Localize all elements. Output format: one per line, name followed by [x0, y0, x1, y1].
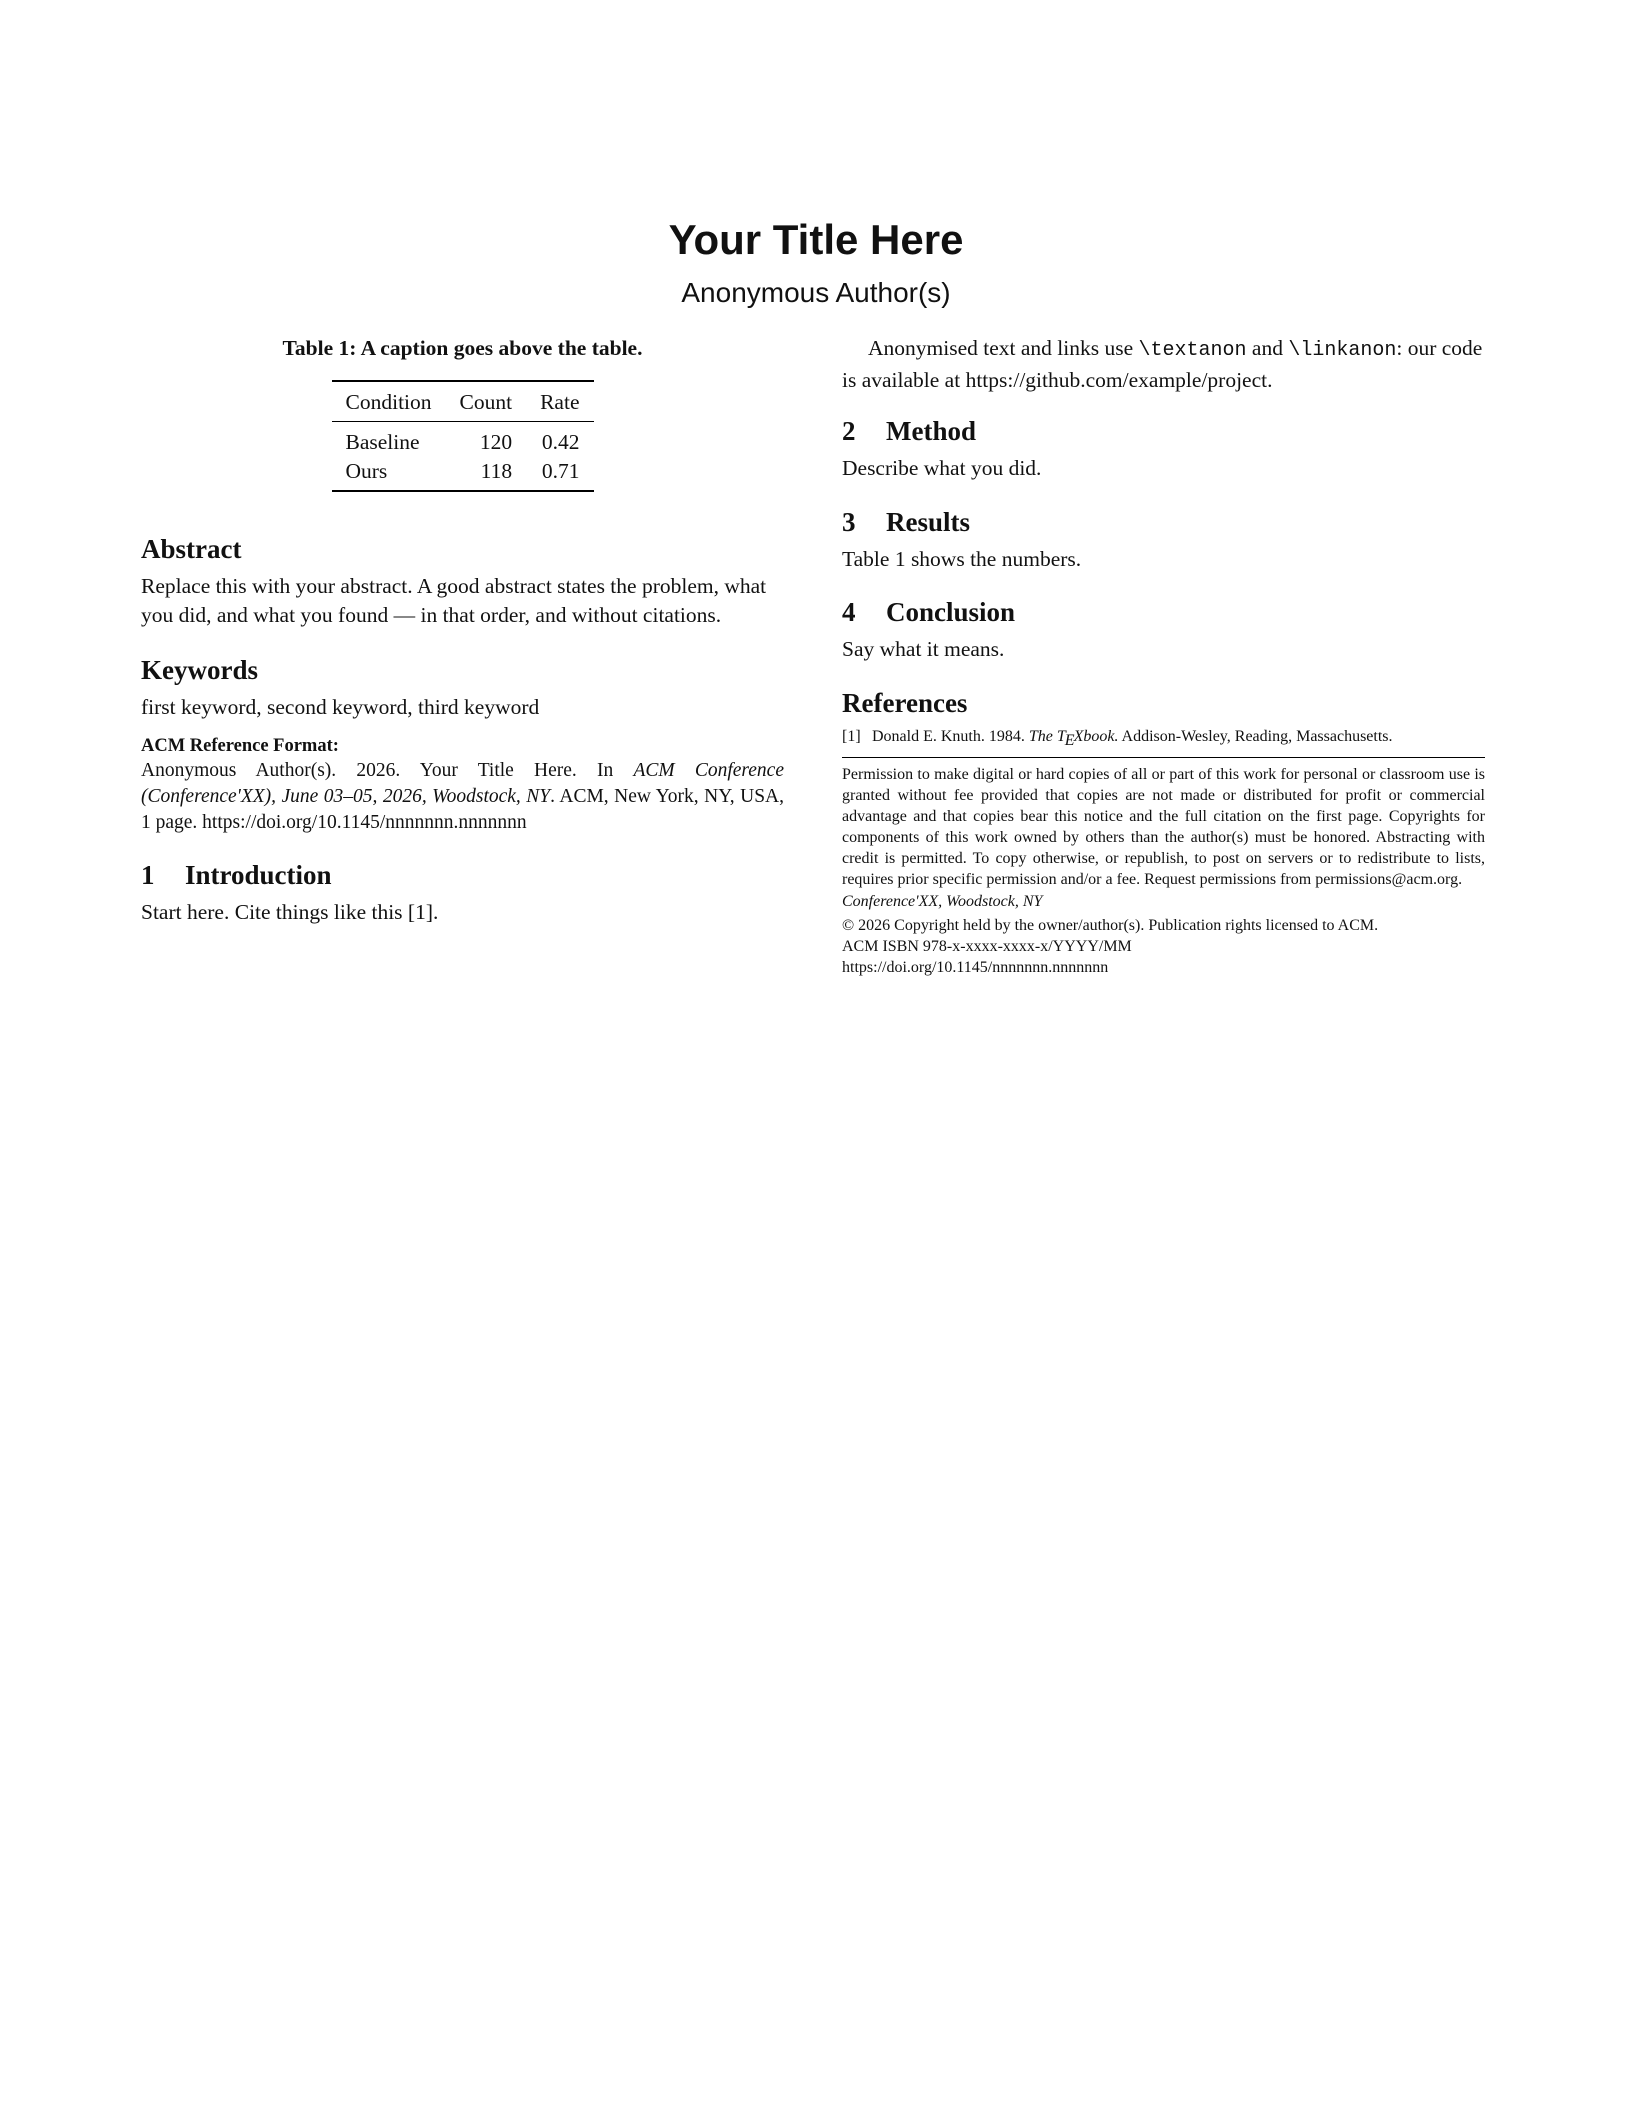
table-figure [141, 334, 784, 492]
acm-ref-heading: ACM Reference Format: [141, 735, 339, 756]
table-header-row [332, 381, 594, 422]
anon-text-1: Anonymised text and links use [868, 336, 1139, 360]
reference-title-part: The T [1028, 727, 1066, 745]
reference-publisher: Addison-Wesley, Reading, Massachusetts. [1118, 727, 1393, 745]
footnote-isbn: ACM ISBN 978-x-xxxx-xxxx-x/YYYY/MM [842, 937, 1132, 955]
table-cell: Baseline [345, 430, 420, 454]
conclusion-text: Say what it means. [842, 637, 1005, 661]
keywords-text: first keyword, second keyword, third keyword [141, 695, 540, 719]
section-number: 1 [141, 859, 155, 890]
abstract-text: Replace this with your abstract. A good abstract states the problem, what you did, and what you found — in that order, and without citations. [141, 574, 767, 627]
left-column [141, 334, 784, 926]
section-number: 3 [842, 506, 856, 537]
table-cell: Ours [345, 459, 388, 483]
references-heading: References [842, 687, 968, 718]
footnote-conference: Conference'XX, Woodstock, NY [842, 892, 1043, 910]
section-title: Method [886, 416, 976, 446]
acm-ref-part2: . ACM, New York, NY, USA, 1 page. https://doi.org/10.1145/nnnnnnn.nnnnnnn [141, 785, 784, 833]
acm-ref-part1: Anonymous Author(s). 2026. Your Title Here. In [141, 759, 634, 781]
results-text: Table 1 shows the numbers. [842, 546, 1082, 571]
reference-title [1028, 727, 1119, 749]
table-header-condition: Condition [332, 381, 446, 422]
permission-notice: Permission to make digital or hard copies of all or part of this work for personal or classroom use is granted without fee provided that copies are not made or distributed for profit or commercial advantage and that copies bear this notice and the full citation on the first page. Copyrights for components of this work owned by others than the author(s) must be honored. Abstracting with credit is permitted. To copy otherwise, or republish, to post on servers or to redistribute to lists, requires prior specific permission and/or a fee. Request permissions from permissions@acm.org. [842, 765, 1485, 888]
section-heading-conclusion [842, 595, 1485, 629]
anon-paragraph [842, 334, 1485, 394]
table-cell: 120 [479, 430, 513, 454]
anon-command-textanon: \textanon [1138, 339, 1247, 362]
section-title: Conclusion [886, 597, 1016, 627]
paper-title: Your Title Here [668, 216, 964, 263]
results-table [332, 380, 594, 492]
table-cell: 0.71 [541, 459, 580, 483]
table-row [332, 422, 594, 458]
table-caption: Table 1: A caption goes above the table. [282, 336, 643, 360]
section-title: Results [886, 506, 971, 537]
reference-label: [1] [842, 727, 861, 745]
table-cell: 118 [480, 459, 513, 483]
footnote-doi: https://doi.org/10.1145/nnnnnnn.nnnnnnn [842, 958, 1109, 976]
section-number: 2 [842, 416, 856, 446]
method-text: Describe what you did. [842, 456, 1042, 480]
table-header-count: Count [446, 381, 527, 422]
reference-authors: Donald E. Knuth. 1984. [872, 727, 1029, 745]
anon-command-linkanon: \linkanon [1288, 339, 1397, 362]
acm-ref-venue: ACM Conference (Conference'XX), June 03–05, 2026, Woodstock, NY [141, 759, 784, 807]
right-column [842, 334, 1485, 978]
anon-text-3: : our code is available at https://github.com/example/project. [842, 336, 1483, 392]
footnote-copyright: © 2026 Copyright held by the owner/author(s). Publication rights licensed to ACM. [842, 916, 1379, 934]
table-cell: 0.42 [541, 430, 580, 454]
reference-title-part: E [1064, 731, 1075, 749]
section-number: 4 [842, 597, 856, 627]
introduction-text: Start here. Cite things like this [1]. [141, 899, 439, 924]
section-heading-method [842, 414, 1485, 448]
section-title: Introduction [185, 859, 332, 890]
reference-list [842, 726, 1485, 748]
footnote-block [842, 757, 1485, 978]
section-heading-results [842, 505, 1485, 539]
table-row [332, 457, 594, 491]
table-header-rate: Rate [526, 381, 593, 422]
section-heading-introduction [141, 858, 784, 892]
abstract-heading: Abstract [141, 534, 242, 564]
reference-title-part: Xbook. [1073, 727, 1119, 745]
paper-authors: Anonymous Author(s) [681, 277, 951, 308]
reference-item [842, 726, 1485, 748]
acm-ref-text [141, 758, 784, 836]
keywords-heading: Keywords [141, 655, 258, 685]
anon-text-2: and [1246, 336, 1289, 360]
